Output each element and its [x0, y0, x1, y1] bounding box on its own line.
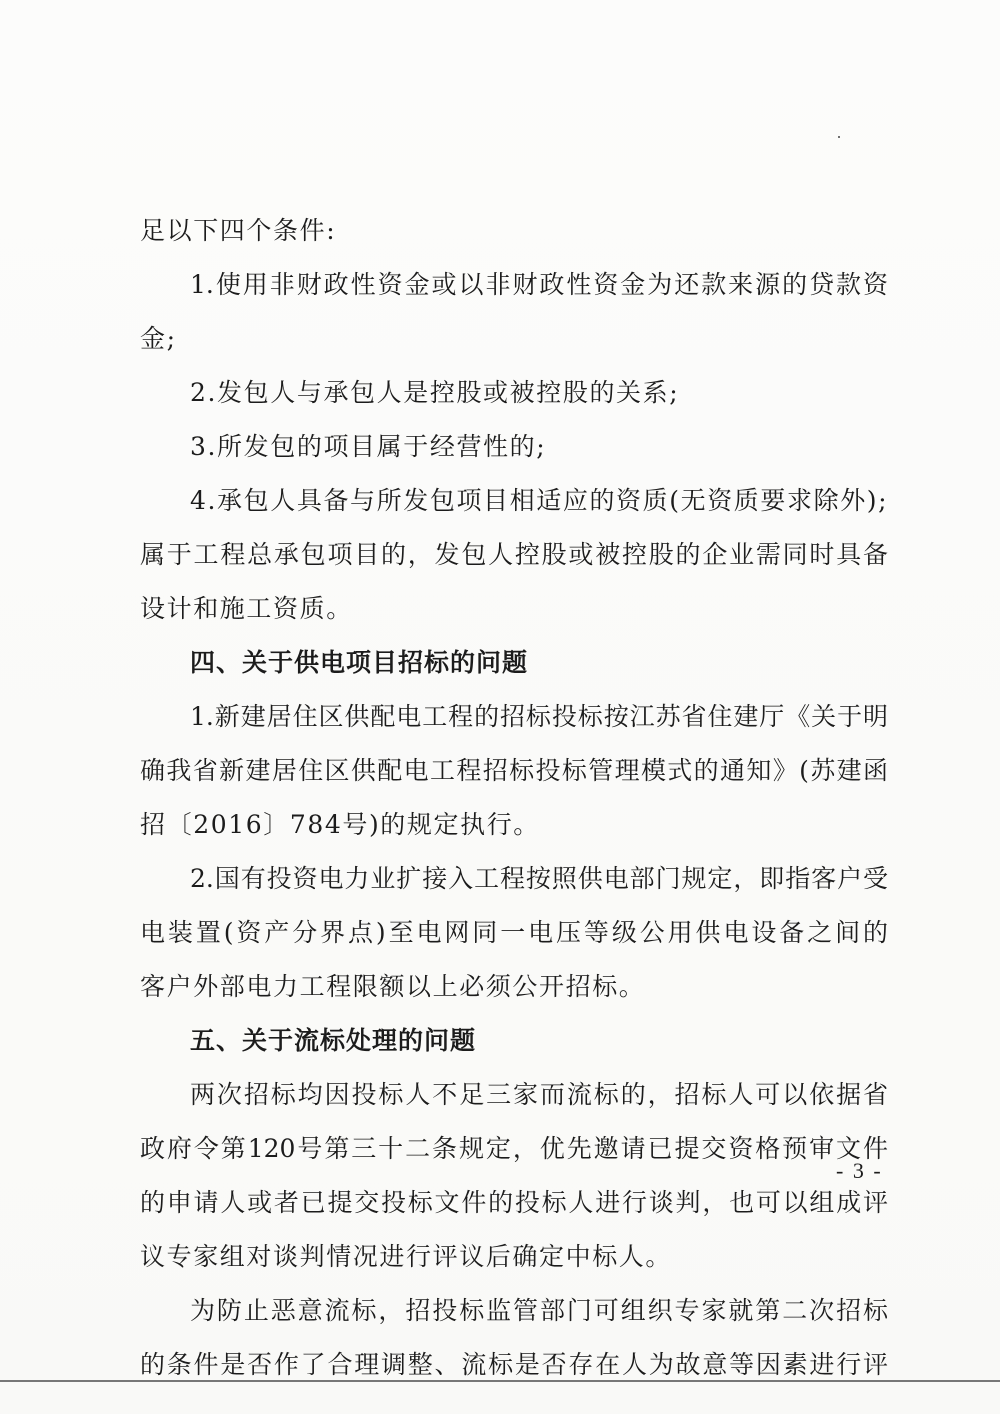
paragraph-line: 两次招标均因投标人不足三家而流标的，招标人可以依据省	[190, 1080, 888, 1109]
text-line: 的申请人或者已提交投标文件的投标人进行谈判，也可以组成评	[140, 1188, 888, 1217]
page-number: - 3 -	[836, 1158, 883, 1183]
section-heading-5: 五、关于流标处理的问题	[190, 1026, 477, 1055]
list-item-2: 2.发包人与承包人是控股或被控股的关系;	[190, 378, 680, 407]
document-body	[140, 204, 888, 1392]
text-line: 招〔2016〕784号)的规定执行。	[140, 810, 540, 839]
paragraph-line: 为防止恶意流标，招投标监管部门可组织专家就第二次招标	[190, 1296, 888, 1325]
text-line: 属于工程总承包项目的，发包人控股或被控股的企业需同时具备	[140, 540, 888, 569]
text-line: 确我省新建居住区供配电工程招标投标管理模式的通知》(苏建函	[140, 756, 888, 785]
text-line: 金;	[140, 324, 177, 353]
text-line: 议专家组对谈判情况进行评议后确定中标人。	[140, 1242, 673, 1271]
text-line: 的条件是否作了合理调整、流标是否存在人为故意等因素进行评	[140, 1350, 888, 1379]
list-item-4: 4.承包人具备与所发包项目相适应的资质(无资质要求除外);	[190, 486, 888, 515]
section-heading-4: 四、关于供电项目招标的问题	[190, 648, 529, 677]
list-item-3: 3.所发包的项目属于经营性的;	[190, 432, 547, 461]
scan-edge-line	[0, 1380, 1000, 1382]
text-line: 电装置(资产分界点)至电网同一电压等级公用供电设备之间的	[140, 918, 888, 947]
text-line: 足以下四个条件:	[140, 216, 337, 245]
list-item-1: 1.使用非财政性资金或以非财政性资金为还款来源的贷款资	[190, 270, 888, 299]
paragraph-line: 2.国有投资电力业扩接入工程按照供电部门规定，即指客户受	[190, 864, 888, 893]
scan-speck	[838, 136, 840, 138]
text-line: 设计和施工资质。	[140, 594, 353, 623]
paragraph-line: 1.新建居住区供配电工程的招标投标按江苏省住建厅《关于明	[190, 702, 888, 731]
text-line: 客户外部电力工程限额以上必须公开招标。	[140, 972, 646, 1001]
text-line: 政府令第120号第三十二条规定，优先邀请已提交资格预审文件	[140, 1134, 888, 1163]
